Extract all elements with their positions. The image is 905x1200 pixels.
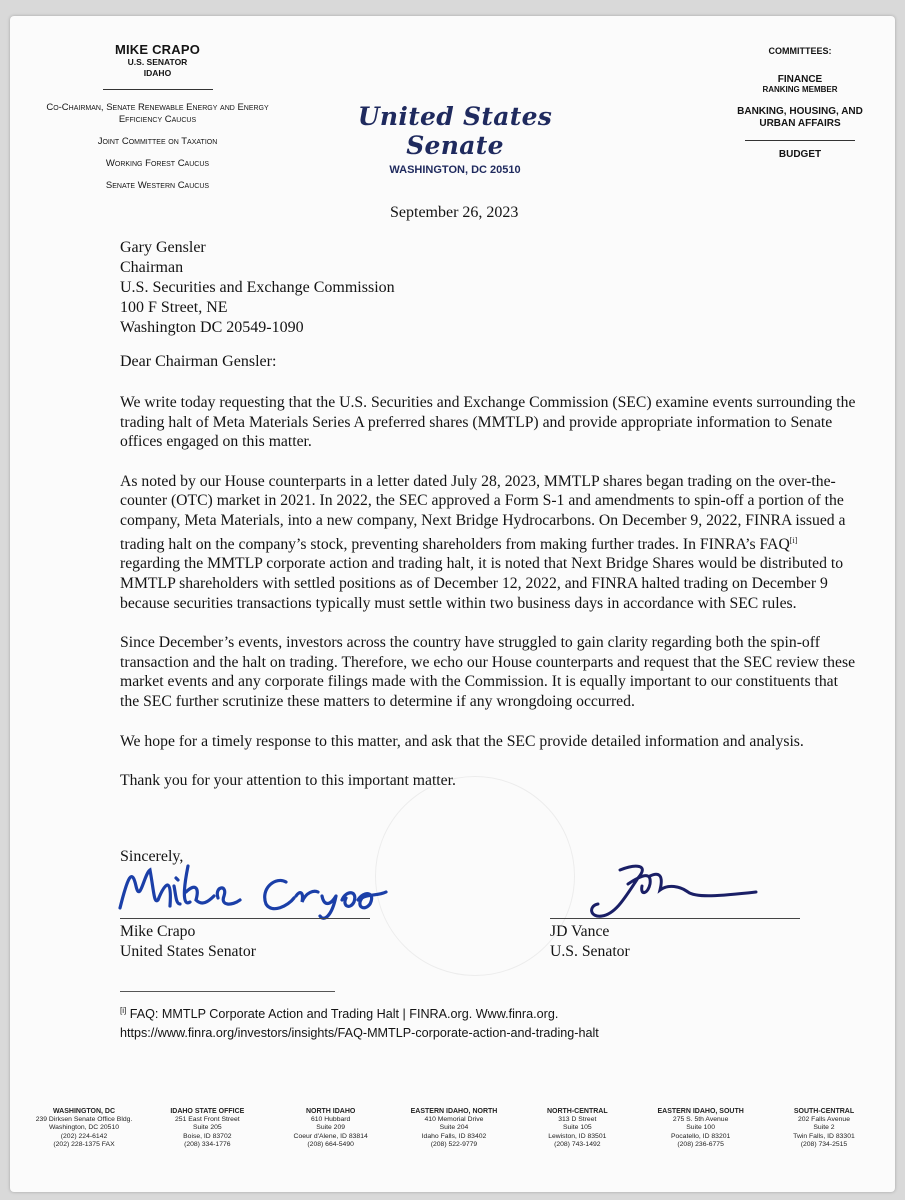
- senator-name: MIKE CRAPO: [114, 42, 201, 57]
- office-name: NORTH-CENTRAL: [546, 1108, 608, 1115]
- office-south-central: [768, 1108, 880, 1149]
- caucus-item: Senate Western Caucus: [105, 180, 210, 191]
- office-line: (208) 743-1492: [554, 1140, 601, 1148]
- office-eastern-idaho-south: [645, 1108, 757, 1149]
- office-line: (202) 228-1375 FAX: [53, 1140, 115, 1148]
- footnote-reference: [i]: [789, 535, 798, 545]
- office-line: Suite 2: [813, 1124, 835, 1132]
- closing: Sincerely,: [120, 848, 184, 865]
- signer-name: Mike Crapo: [120, 923, 196, 940]
- office-north-idaho: [275, 1108, 387, 1149]
- salutation: Dear Chairman Gensler:: [120, 353, 277, 370]
- office-line: Idaho Falls, ID 83402: [421, 1132, 487, 1140]
- divider: [103, 89, 213, 90]
- office-line: 275 S. 5th Avenue: [672, 1116, 729, 1124]
- office-line: 410 Memorial Drive: [424, 1116, 484, 1124]
- institution-title: United States Senate: [357, 102, 553, 160]
- footnote-text: FAQ: MMTLP Corporate Action and Trading Halt | FINRA.org. Www.finra.org.: [126, 1007, 559, 1022]
- office-name: EASTERN IDAHO, NORTH: [410, 1108, 498, 1115]
- office-addresses: [28, 1108, 880, 1149]
- signer-name: JD Vance: [550, 923, 610, 940]
- paragraph: Since December’s events, investors across the country have struggled to gain clarity regarding both the spin-off transaction and the halt on trading. Therefore, we echo our House counterparts and request that the SEC review these market events and any corporate filings made with the Commission. It is equally important to our constituents that the SEC further scrutinize these matters to determine if any wrongdoing occurred.: [120, 634, 856, 710]
- office-name: EASTERN IDAHO, SOUTH: [657, 1108, 744, 1115]
- recipient-address: [120, 238, 395, 338]
- office-north-central: [521, 1108, 633, 1149]
- office-line: Suite 205: [192, 1124, 222, 1132]
- committee-banking: BANKING, HOUSING, AND URBAN AFFAIRS: [737, 106, 863, 129]
- office-line: Boise, ID 83702: [183, 1132, 232, 1140]
- footnote-marker: [i]: [120, 1006, 127, 1015]
- recipient-street: 100 F Street, NE: [120, 299, 228, 316]
- caucus-item: Joint Committee on Taxation: [97, 136, 218, 147]
- senator-title: U.S. SENATOR: [127, 57, 188, 67]
- committee-budget: BUDGET: [778, 149, 822, 160]
- office-line: 313 D Street: [558, 1116, 597, 1124]
- office-line: (208) 334-1776: [184, 1140, 231, 1148]
- paragraph: We write today requesting that the U.S. Securities and Exchange Commission (SEC) examine events surrounding the trading halt of Meta Materials Series A preferred shares (MMTLP) and provide appropriate information to Senate offices engaged on this matter.: [120, 394, 856, 451]
- office-idaho-state: [151, 1108, 263, 1149]
- office-line: (208) 236-6775: [677, 1140, 724, 1148]
- office-line: Suite 100: [686, 1124, 715, 1132]
- office-line: Pocatello, ID 83201: [670, 1132, 731, 1140]
- signer-vance: [550, 922, 630, 961]
- paragraph: We hope for a timely response to this matter, and ask that the SEC provide detailed information and analysis.: [120, 732, 804, 750]
- institution-city: WASHINGTON, DC 20510: [389, 164, 521, 176]
- paragraph: [120, 472, 860, 613]
- recipient-name: Gary Gensler: [120, 239, 206, 256]
- office-line: Lewiston, ID 83501: [548, 1132, 607, 1140]
- caucus-item: Working Forest Caucus: [105, 158, 210, 169]
- divider: [745, 140, 855, 141]
- footnote-divider: [120, 991, 335, 992]
- committee-finance: FINANCE: [777, 74, 823, 85]
- footnote-url: https://www.finra.org/investors/insights/FAQ-MMTLP-corporate-action-and-trading-halt: [120, 1026, 599, 1041]
- office-line: (208) 734-2515: [800, 1140, 848, 1148]
- office-line: Suite 209: [316, 1124, 346, 1132]
- paragraph-text: As noted by our House counterparts in a letter dated July 28, 2023, MMTLP shares began trading on the over-the-counter (OTC) market in 2021. In 2022, the SEC approved a Form S-1 and amendments to spin-off a portion of the company, Meta Materials, into a new company, Next Bridge Hydrocarbons. On December 9, 2022, FINRA issued a trading halt on the company’s stock, preventing shareholders from making further trades. In FINRA’s FAQ: [120, 472, 846, 553]
- office-name: SOUTH-CENTRAL: [793, 1108, 855, 1115]
- office-name: IDAHO STATE OFFICE: [170, 1108, 245, 1115]
- signature-line: [550, 918, 800, 919]
- senator-state: IDAHO: [143, 68, 172, 78]
- office-line: (202) 224-6142: [60, 1132, 108, 1140]
- office-line: Suite 204: [439, 1124, 469, 1132]
- office-washington: [28, 1108, 140, 1149]
- vance-signature: [580, 856, 770, 926]
- office-name: WASHINGTON, DC: [52, 1108, 116, 1115]
- letter-page: [10, 16, 895, 1192]
- crapo-signature: [110, 856, 400, 926]
- office-line: Twin Falls, ID 83301: [793, 1132, 855, 1140]
- signer-crapo: [120, 922, 256, 961]
- letter-body: [120, 393, 860, 811]
- paragraph: Thank you for your attention to this important matter.: [120, 772, 456, 790]
- office-line: (208) 522-9779: [430, 1140, 478, 1148]
- recipient-title: Chairman: [120, 259, 184, 276]
- committee-role: RANKING MEMBER: [762, 85, 838, 94]
- recipient-organization: U.S. Securities and Exchange Commission: [120, 279, 395, 296]
- committees-label: COMMITTEES:: [768, 46, 832, 56]
- letter-date: September 26, 2023: [390, 204, 519, 221]
- office-line: 202 Falls Avenue: [797, 1116, 850, 1124]
- senator-letterhead: [30, 42, 285, 192]
- office-line: 251 East Front Street: [175, 1116, 240, 1124]
- office-line: Washington, DC 20510: [48, 1124, 120, 1132]
- signature-line: [120, 918, 370, 919]
- senate-masthead: [305, 102, 605, 176]
- signer-title: U.S. Senator: [550, 942, 630, 960]
- office-line: 239 Dirksen Senate Office Bldg.: [35, 1116, 133, 1124]
- caucus-item: Co-Chairman, Senate Renewable Energy and Energy Efficiency Caucus: [46, 102, 269, 125]
- signer-title: United States Senator: [120, 942, 256, 960]
- office-line: Coeur d'Alene, ID 83814: [293, 1132, 368, 1140]
- office-eastern-idaho-north: [398, 1108, 510, 1149]
- office-line: Suite 105: [562, 1124, 592, 1132]
- committees-block: [725, 46, 875, 160]
- recipient-city: Washington DC 20549-1090: [120, 319, 304, 336]
- office-line: 610 Hubbard: [311, 1116, 351, 1124]
- office-line: (208) 664-5490: [307, 1140, 354, 1148]
- footnote: [120, 1001, 860, 1043]
- office-name: NORTH IDAHO: [305, 1108, 356, 1115]
- paragraph-text: regarding the MMTLP corporate action and trading halt, it is noted that Next Bridge Shares would be distributed to MMTLP shareholders with settled positions as of December 12, 2022, and FINRA halted trading on December 9 because securities transactions typically must settle within two business days in accordance with SEC rules.: [120, 555, 844, 612]
